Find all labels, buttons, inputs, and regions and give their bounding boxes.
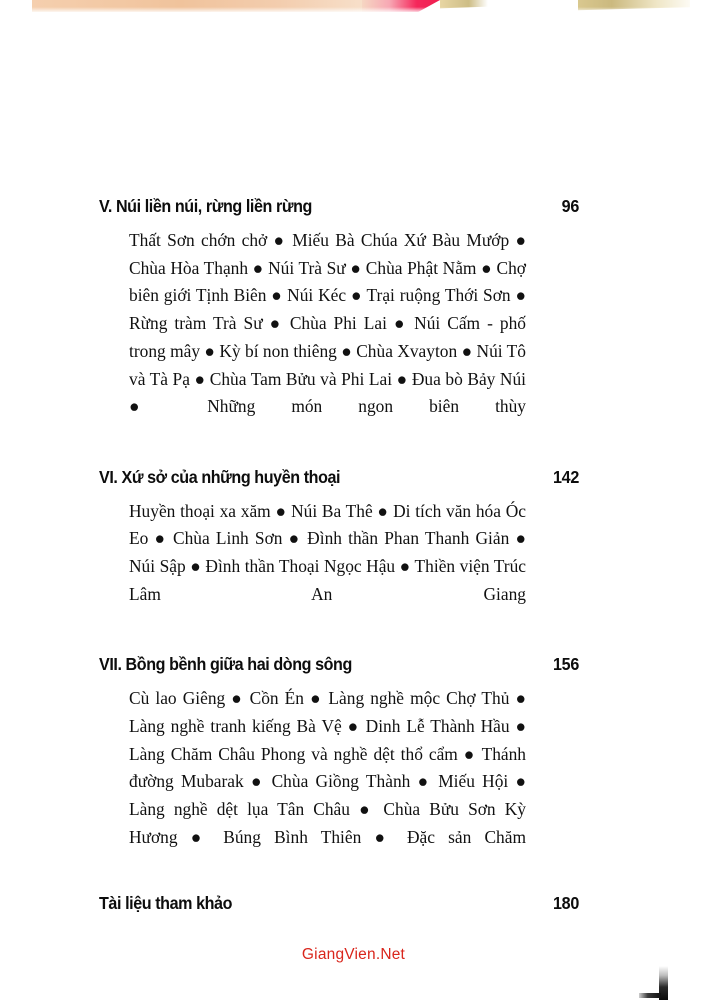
toc-entry-6 <box>99 467 579 637</box>
toc-entry-title: VII. Bồng bềnh giữa hai dòng sông <box>99 654 352 675</box>
toc-entry-header[interactable] <box>99 893 579 914</box>
toc-entry-header[interactable] <box>99 654 579 675</box>
toc-entry-title: Tài liệu tham khảo <box>99 893 233 914</box>
toc-entry-subtopics: Cù lao Giêng ● Cồn Én ● Làng nghề mộc Chợ Thủ ● Làng nghề tranh kiếng Bà Vệ ● Dinh Lễ Thành Hầu ● Làng Chăm Châu Phong và nghề dệt thổ cẩm ● Thánh đường Mubarak ● Chùa Giồng Thành ● Miếu Hội ● Làng nghề dệt lụa Tân Châu ● Chùa Bửu Sơn Kỳ Hương ● Búng Bình Thiên ● Đặc sản Chăm <box>129 688 526 847</box>
toc-entry-subtopics: Thất Sơn chớn chở ● Miếu Bà Chúa Xứ Bàu Mướp ● Chùa Hòa Thạnh ● Núi Trà Sư ● Chùa Phật Nằm ● Chợ biên giới Tịnh Biên ● Núi Kéc ● Trại ruộng Thới Sơn ● Rừng tràm Trà Sư ● Chùa Phi Lai ● Núi Cấm - phố trong mây ● Kỳ bí non thiêng ● Chùa Xvayton ● Núi Tô và Tà Pạ ● Chùa Tam Bửu và Phi Lai ● Đua bò Bảy Núi ● Những món ngon biên thùy <box>129 230 526 417</box>
watermark-text: GiangVien.Net <box>301 946 406 963</box>
scanner-artifact-tick <box>639 993 661 998</box>
scan-strip <box>0 0 707 12</box>
spacer <box>99 636 579 654</box>
toc-entry-page-number: 142 <box>552 466 580 487</box>
toc-entry-page-number: 156 <box>552 654 580 675</box>
spacer <box>99 449 579 467</box>
toc-entry-title: VI. Xứ sở của những huyền thoại <box>99 466 341 487</box>
toc-entry-page-number: 180 <box>552 893 580 914</box>
toc-entry-subtopics: Huyền thoại xa xăm ● Núi Ba Thê ● Di tích văn hóa Óc Eo ● Chùa Linh Sơn ● Đình thần Phan Thanh Giản ● Núi Sập ● Đình thần Thoại Ngọc Hậu ● Thiền viện Trúc Lâm An Giang <box>129 500 526 604</box>
spacer <box>99 879 579 893</box>
toc-entry-7 <box>99 654 579 879</box>
toc-entry-references <box>99 893 579 914</box>
table-of-contents <box>99 196 579 914</box>
toc-entry-5 <box>99 196 579 449</box>
scan-fade <box>0 7 707 13</box>
toc-entry-header[interactable] <box>99 467 579 488</box>
toc-entry-title: V. Núi liền núi, rừng liền rừng <box>99 196 312 216</box>
toc-entry-page-number: 96 <box>561 196 580 216</box>
toc-entry-header[interactable] <box>99 196 579 217</box>
